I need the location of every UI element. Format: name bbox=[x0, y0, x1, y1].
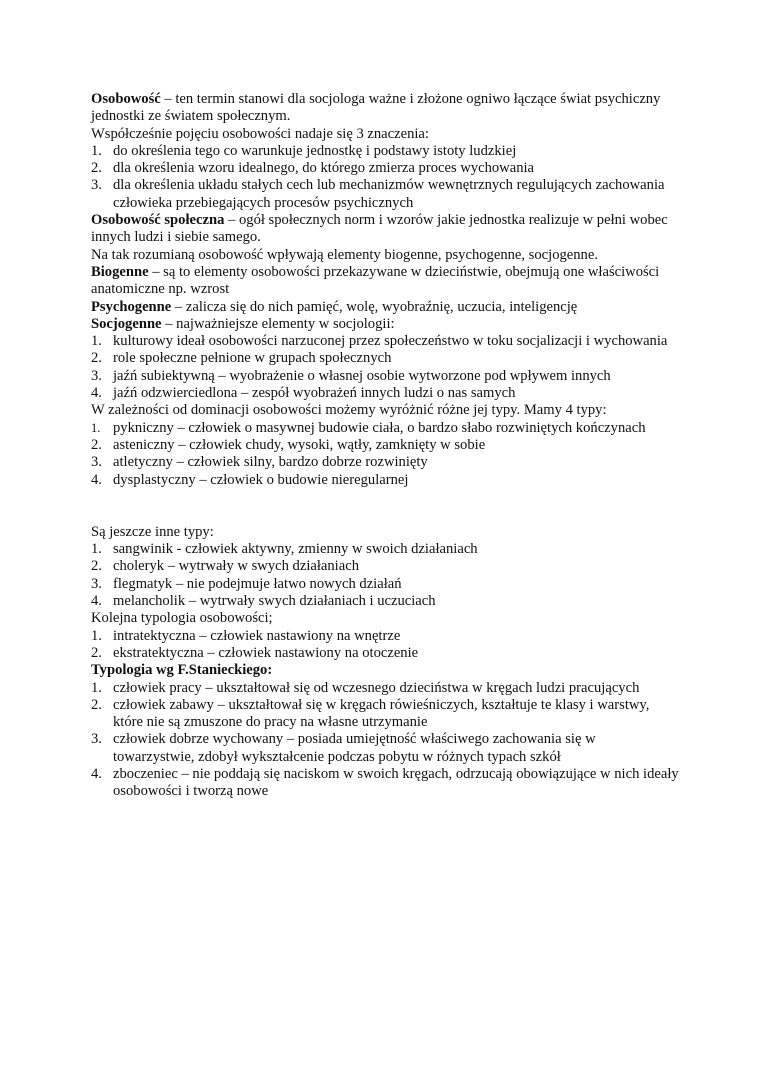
list-item: 2. asteniczny – człowiek chudy, wysoki, wątły, zamknięty w sobie bbox=[91, 436, 486, 453]
list-item: 4. zboczeniec – nie poddają się naciskom w swoich kręgach, odrzucają obowiązujące w nich ideały osobowości i tworzą nowe bbox=[91, 765, 679, 800]
term-osobowosc: Osobowość bbox=[91, 91, 161, 107]
list-item: 3. dla określenia układu stałych cech lub mechanizmów wewnętrznych regulujących zachowania człowieka przebiegających procesów psychicznych bbox=[91, 177, 665, 211]
definition-psychogenne-text: – zalicza się do nich pamięć, wolę, wyobraźnię, uczucia, inteligencję bbox=[171, 298, 578, 315]
list-item: 1. człowiek pracy – ukształtował się od wczesnego dzieciństwa w kręgach ludzi pracujących bbox=[91, 679, 640, 696]
term-spoleczna: Osobowość społeczna bbox=[91, 212, 225, 229]
list-item: 4. dysplastyczny – człowiek o budowie nieregularnej bbox=[91, 471, 409, 488]
list-item: 3. człowiek dobrze wychowany – posiada umiejętność właściwego zachowania się w towarzystwie, zdobył wykształcenie podczas pobytu w różnych typach szkół bbox=[91, 731, 596, 765]
list-item: 2. człowiek zabawy – ukształtował się w kręgach rówieśniczych, kształtuje te klasy i warstwy, które nie są zmuszone do pracy na własne utrzymanie bbox=[91, 696, 650, 731]
list-item: 2. choleryk – wytrwały w swych działaniach bbox=[91, 558, 359, 575]
list-item: 1. do określenia tego co warunkuje jednostkę i podstawy istoty ludzkiej bbox=[91, 142, 517, 159]
kolejna-list bbox=[91, 628, 680, 663]
term-socjogenne: Socjogenne bbox=[91, 315, 162, 332]
elementy-intro: Na tak rozumianą osobowość wpływają elementy biogenne, psychogenne, socjogenne. bbox=[91, 246, 598, 263]
list-item: 4. jaźń odzwierciedlona – zespół wyobrażeń innych ludzi o nas samych bbox=[91, 385, 516, 402]
list-item: 2. ekstratektyczna – człowiek nastawiony na otoczenie bbox=[91, 644, 419, 661]
list-item: 1. intratektyczna – człowiek nastawiony na wnętrze bbox=[91, 627, 401, 644]
definition-osobowosc bbox=[91, 91, 680, 126]
definition-biogenne bbox=[91, 264, 680, 299]
definition-socjogenne-text: – najważniejsze elementy w socjologii: bbox=[161, 315, 395, 332]
list-item: 2. role społeczne pełnione w grupach społecznych bbox=[91, 350, 392, 367]
definition-socjogenne bbox=[91, 316, 680, 333]
list-item: 2. dla określenia wzoru idealnego, do którego zmierza proces wychowania bbox=[91, 160, 535, 177]
definition-psychogenne bbox=[91, 299, 680, 316]
stanieckiego-list bbox=[91, 680, 680, 801]
list-item: 1. pykniczny – człowiek o masywnej budowie ciała, o bardzo słabo rozwiniętych kończynach bbox=[91, 419, 646, 436]
znaczenia-list bbox=[91, 143, 680, 212]
definition-spoleczna bbox=[91, 212, 680, 247]
socjogenne-list bbox=[91, 333, 680, 402]
typy-list bbox=[91, 420, 680, 489]
stanieckiego-title: Typologia wg F.Stanieckiego: bbox=[91, 662, 273, 679]
list-item: 3. atletyczny – człowiek silny, bardzo dobrze rozwinięty bbox=[91, 454, 428, 471]
blank-space bbox=[91, 489, 680, 524]
definition-osobowosc-text: – ten termin stanowi dla socjologa ważne i złożone ogniwo łączące świat psychiczny jednostki ze światem społecznym. bbox=[91, 91, 661, 125]
inne-intro: Są jeszcze inne typy: bbox=[91, 523, 214, 540]
list-item: 4. melancholik – wytrwały swych działaniach i uczuciach bbox=[91, 593, 436, 610]
definition-spoleczna-text: – ogół społecznych norm i wzorów jakie jednostka realizuje w pełni wobec innych ludzi i siebie samego. bbox=[91, 212, 668, 246]
definition-biogenne-text: – są to elementy osobowości przekazywane w dzieciństwie, obejmują one właściwości anatomiczne np. wzrost bbox=[91, 263, 660, 298]
list-item: 1. kulturowy ideał osobowości narzuconej przez społeczeństwo w toku socjalizacji i wychowania bbox=[91, 333, 668, 350]
typy-intro: W zależności od dominacji osobowości możemy wyróżnić różne jej typy. Mamy 4 typy: bbox=[91, 402, 607, 419]
inne-list bbox=[91, 541, 680, 610]
list-item: 1. sangwinik - człowiek aktywny, zmienny w swoich działaniach bbox=[91, 541, 478, 558]
list-item: 3. jaźń subiektywną – wyobrażenie o własnej osobie wytworzone pod wpływem innych bbox=[91, 367, 611, 384]
term-biogenne: Biogenne bbox=[91, 263, 149, 280]
list-item: 3. flegmatyk – nie podejmuje łatwo nowych działań bbox=[91, 575, 402, 592]
znaczenia-intro: Współcześnie pojęciu osobowości nadaje się 3 znaczenia: bbox=[91, 125, 429, 142]
term-psychogenne: Psychogenne bbox=[91, 298, 172, 315]
kolejna-intro: Kolejna typologia osobowości; bbox=[91, 610, 273, 627]
